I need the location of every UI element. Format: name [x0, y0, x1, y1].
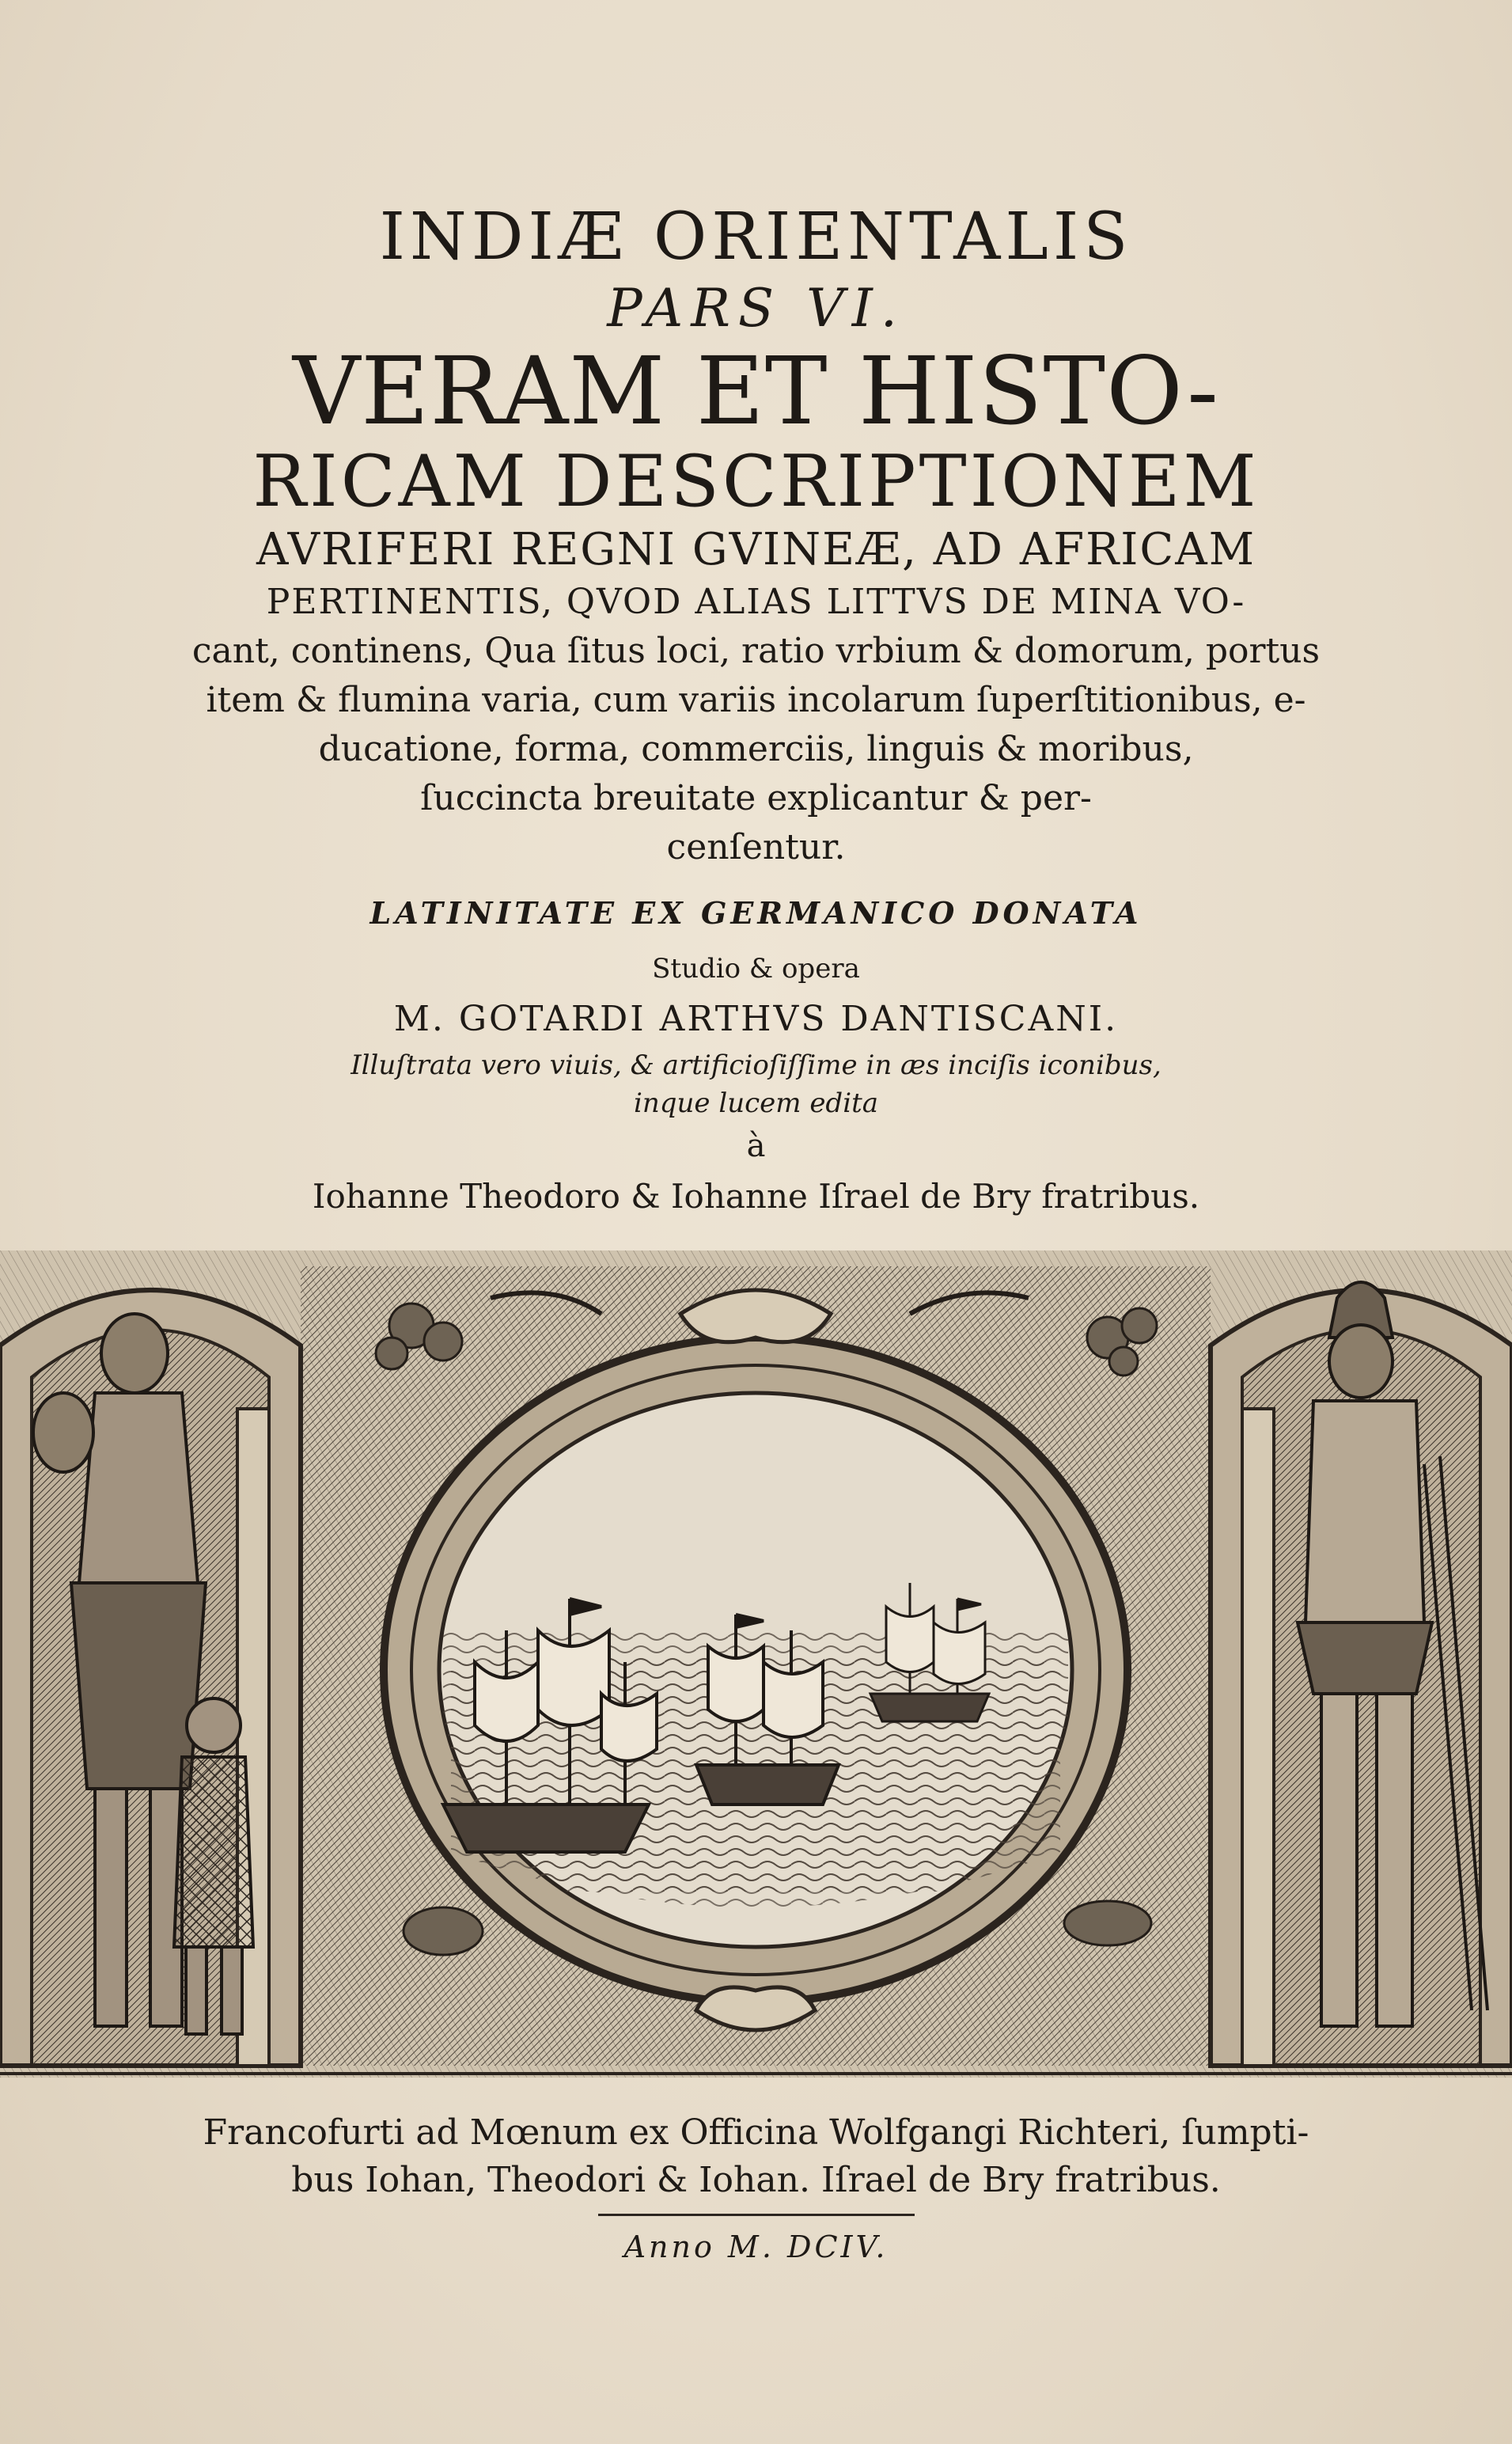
imprint-line-2: bus Iohan, Theodori & Iohan. Iſrael de Bry fratribus.: [291, 2160, 1221, 2200]
central-panel: [301, 1266, 1211, 2066]
title-line-1: INDIÆ ORIENTALIS: [379, 199, 1133, 275]
imprint-rule: [0, 2204, 1512, 2219]
imprint-year: Anno M. DCIV.: [623, 2230, 889, 2264]
a-line: à: [746, 1128, 766, 1164]
title-line-10: ſuccincta breuitate explicantur & per-: [420, 778, 1092, 818]
author-line: M. GOTARDI ARTHVS DANTISCANI.: [393, 999, 1119, 1039]
title-line-9: ducatione, forma, commerciis, linguis & moribus,: [318, 729, 1194, 769]
title-line-11: cenſentur.: [666, 827, 846, 867]
studio-line: Studio & opera: [652, 953, 860, 985]
engraving-illustration: [0, 1250, 1512, 2078]
left-niche: [0, 1290, 301, 2066]
title-line-4: RICAM DESCRIPTIONEM: [252, 440, 1260, 523]
edita-line: inque lucem edita: [633, 1087, 879, 1119]
imprint-block: [0, 2109, 1512, 2275]
right-niche: [1211, 1282, 1512, 2066]
title-line-6: PERTINENTIS, QVOD ALIAS LITTVS DE MINA VO-: [266, 582, 1246, 622]
title-line-5: AVRIFERI REGNI GVINEÆ, AD AFRICAM: [256, 524, 1256, 575]
title-line-3: VERAM ET HISTO-: [292, 336, 1220, 446]
title-line-7: cant, continens, Qua ſitus loci, ratio vrbium & domorum, portus: [191, 631, 1321, 671]
illustrata-line: Illuſtrata vero viuis, & artificioſiſſime in æs inciſis iconibus,: [351, 1049, 1161, 1081]
title-block: [0, 198, 1512, 1224]
publishers-line: Iohanne Theodoro & Iohanne Iſrael de Bry fratribus.: [312, 1177, 1200, 1216]
subtitle-latinitate: LATINITATE EX GERMANICO DONATA: [369, 895, 1143, 931]
title-line-8: item & flumina varia, cum variis incolarum ſuperſtitionibus, e-: [206, 680, 1306, 720]
imprint-line-1: Francofurti ad Mœnum ex Officina Wolfgangi Richteri, ſumpti-: [203, 2112, 1309, 2153]
title-line-2: PARS VI.: [607, 278, 905, 339]
